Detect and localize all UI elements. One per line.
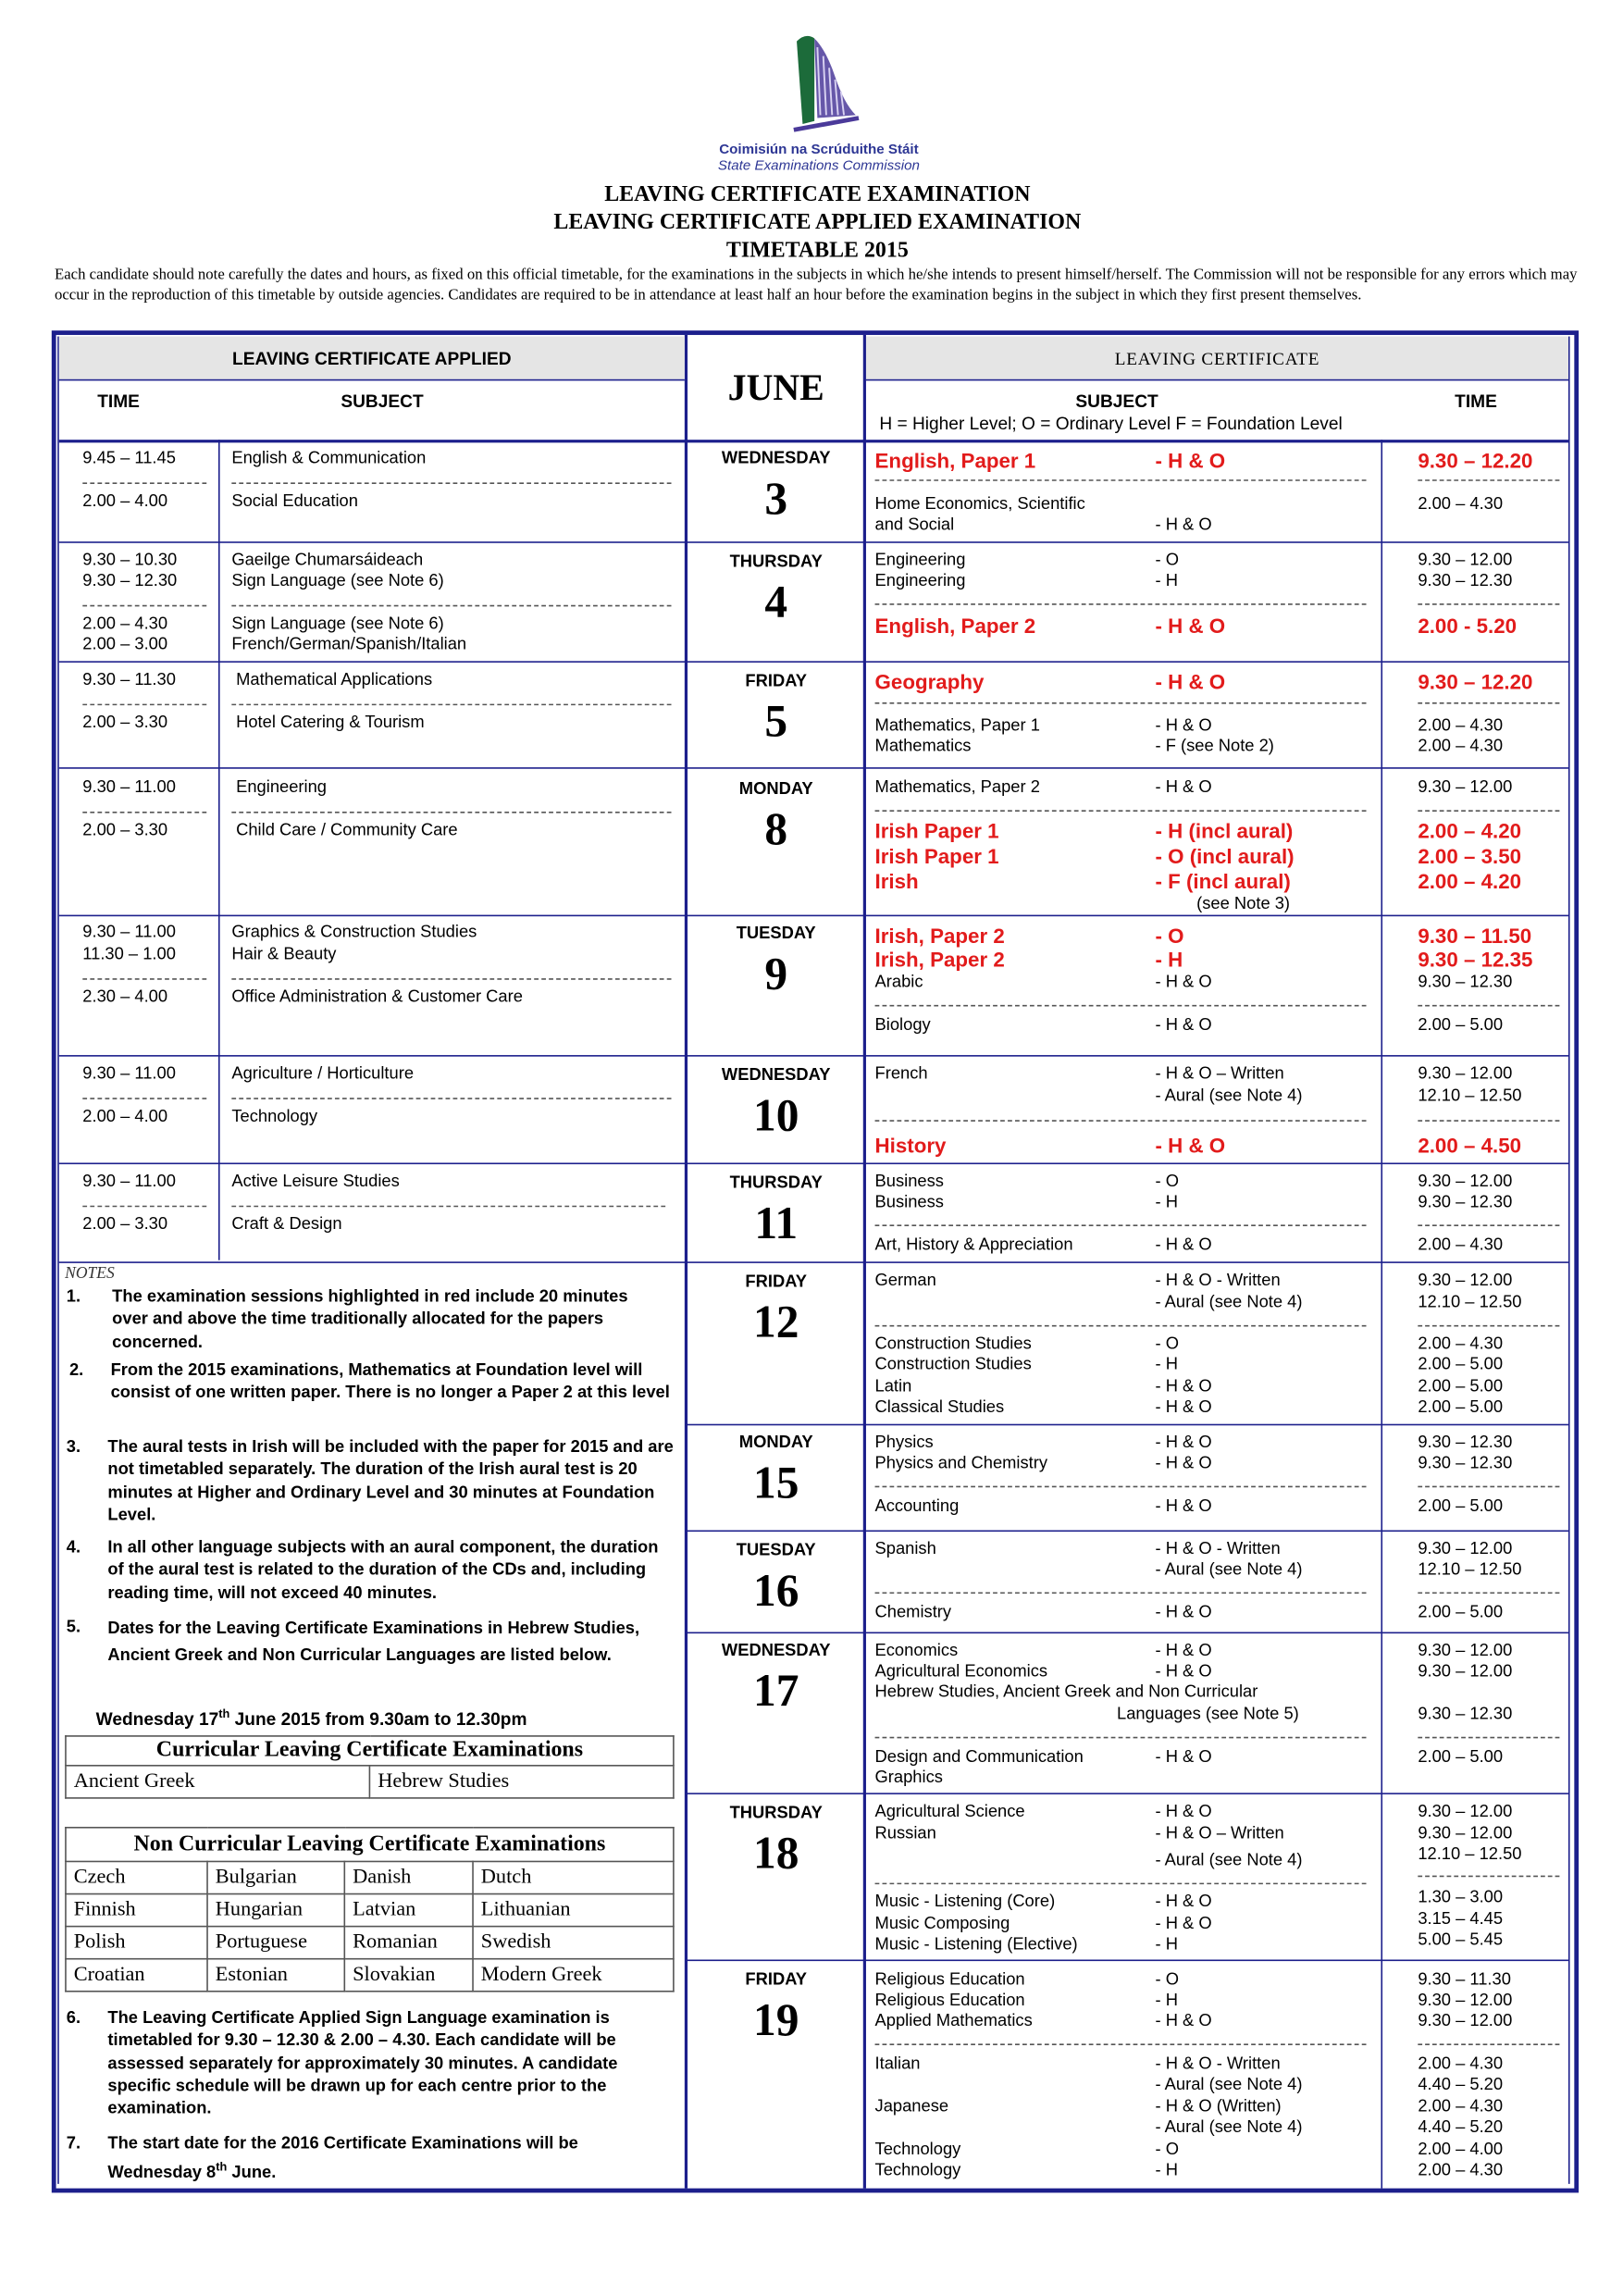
note-7-suffix: th bbox=[216, 2160, 228, 2175]
lc-level: - H bbox=[1155, 1356, 1178, 1374]
day-name: FRIDAY bbox=[745, 1273, 807, 1292]
lc-level: - H bbox=[1155, 947, 1183, 972]
lc-subject: Geography bbox=[874, 669, 985, 694]
lca-time: 9.30 – 12.30 bbox=[82, 572, 178, 590]
lc-subject: French bbox=[874, 1065, 928, 1084]
day-number: 15 bbox=[752, 1456, 799, 1508]
lc-subject: Technology bbox=[874, 2141, 961, 2159]
lc-level: - O bbox=[1155, 924, 1184, 948]
lca-subject: Graphics & Construction Studies bbox=[231, 924, 477, 942]
lc-subject: Mathematics bbox=[874, 738, 972, 756]
lc-level: - H & O bbox=[1155, 1663, 1212, 1682]
note-text bbox=[107, 2134, 675, 2186]
lc-time: 2.00 – 5.00 bbox=[1418, 1378, 1504, 1396]
lc-time: 9.30 – 12.00 bbox=[1418, 1173, 1513, 1191]
lc-time: 2.00 – 4.30 bbox=[1418, 2161, 1504, 2180]
lca-time: 9.30 – 10.30 bbox=[82, 552, 178, 570]
lc-time: 9.30 – 12.30 bbox=[1418, 1706, 1513, 1724]
lca-time: 2.00 – 4.00 bbox=[82, 1108, 168, 1126]
lc-level: - H & O - Written bbox=[1155, 1272, 1281, 1290]
lc-subject: Art, History & Appreciation bbox=[874, 1236, 1073, 1255]
lc-level: - H & O bbox=[1155, 2012, 1212, 2031]
lc-subject: and Social bbox=[874, 516, 955, 535]
language-cell: Croatian bbox=[66, 1959, 207, 1992]
lc-time: 2.00 – 4.20 bbox=[1418, 869, 1522, 893]
note-number: 7. bbox=[66, 2135, 81, 2153]
lc-subject: Home Economics, Scientific bbox=[874, 495, 1085, 514]
lc-subject: Business bbox=[874, 1193, 944, 1212]
lc-time: 9.30 – 12.30 bbox=[1418, 1455, 1513, 1473]
lc-time: 2.00 – 4.20 bbox=[1418, 818, 1522, 843]
lc-time: 3.15 – 4.45 bbox=[1418, 1910, 1504, 1930]
lc-level: - O bbox=[1155, 2141, 1179, 2159]
lc-level: - H & O - Written bbox=[1155, 2055, 1281, 2074]
lc-time: 12.10 – 12.50 bbox=[1418, 1560, 1522, 1580]
curricular-table bbox=[65, 1735, 675, 1799]
lc-subject: Arabic bbox=[874, 974, 923, 992]
lc-level: - H & O bbox=[1155, 1803, 1212, 1821]
lc-time: 2.00 – 5.00 bbox=[1418, 1016, 1504, 1035]
lc-time: 9.30 – 12.00 bbox=[1418, 1272, 1513, 1290]
lc-time: 5.00 – 5.45 bbox=[1418, 1931, 1504, 1950]
note-text: The Leaving Certificate Applied Sign Language examination is timetabled for 9.30 – 12.30 & 2.00 – 4.30. Each candidate will be assessed separately for approximately 30 minutes. A candidate specific schedule will be drawn up for each centre prior to the examination. bbox=[107, 2009, 618, 2118]
lc-time: 2.00 – 3.50 bbox=[1418, 844, 1522, 868]
lc-time: 9.30 – 12.30 bbox=[1418, 1433, 1513, 1452]
day-number: 4 bbox=[764, 575, 788, 627]
month-label: JUNE bbox=[727, 368, 824, 409]
lc-subject: Irish Paper 1 bbox=[874, 818, 999, 843]
level-key: H = Higher Level; O = Ordinary Level F = Foundation Level bbox=[879, 413, 1343, 434]
day-number: 17 bbox=[752, 1664, 799, 1717]
lc-level: - H & O bbox=[1155, 1642, 1212, 1660]
lc-time: 9.30 – 12.00 bbox=[1418, 1065, 1513, 1084]
lc-subject: Applied Mathematics bbox=[874, 2012, 1033, 2031]
title-1: LEAVING CERTIFICATE EXAMINATION bbox=[604, 182, 1031, 207]
lca-subject: Engineering bbox=[236, 778, 328, 798]
logo-line-1: Coimisiún na Scrúduithe Stáit bbox=[719, 142, 919, 158]
day-number: 5 bbox=[764, 695, 788, 747]
lca-time: 2.00 – 3.30 bbox=[82, 714, 168, 732]
lc-time: 9.30 – 12.00 bbox=[1418, 1663, 1513, 1682]
lc-subject: English, Paper 2 bbox=[874, 614, 1036, 638]
day-name: MONDAY bbox=[738, 780, 813, 799]
lc-level: - F (see Note 2) bbox=[1155, 738, 1274, 756]
lc-subject: Engineering bbox=[874, 572, 966, 590]
lc-subject: Agricultural Economics bbox=[874, 1663, 1048, 1682]
note-text: From the 2015 examinations, Mathematics at Foundation level will consist of one written paper. There is no longer a Paper 2 at this level bbox=[110, 1361, 670, 1403]
lc-level: - H bbox=[1155, 2161, 1178, 2180]
lca-subject: Gaeilge Chumarsáideach bbox=[231, 552, 424, 570]
lc-time: 2.00 – 4.30 bbox=[1418, 2098, 1504, 2116]
lc-time: 9.30 – 12.00 bbox=[1418, 552, 1513, 570]
date-suffix: th bbox=[218, 1706, 230, 1721]
lc-time: 2.00 – 4.50 bbox=[1418, 1133, 1522, 1158]
lca-time: 9.45 – 11.45 bbox=[82, 450, 176, 468]
note-7-line-2: Wednesday 8 bbox=[107, 2165, 217, 2183]
lc-subject: Music - Listening (Elective) bbox=[874, 1935, 1078, 1955]
lc-level: - H & O bbox=[1155, 778, 1212, 798]
title-3: TIMETABLE 2015 bbox=[725, 239, 909, 263]
lc-level: - Aural (see Note 4) bbox=[1155, 1087, 1303, 1106]
language-cell: Lithuanian bbox=[473, 1894, 674, 1927]
lc-subject: Biology bbox=[874, 1016, 931, 1035]
noncurricular-table bbox=[65, 1827, 675, 1992]
lc-subject: Music - Listening (Core) bbox=[874, 1893, 1056, 1911]
date-text-rest: June 2015 from 9.30am to 12.30pm bbox=[229, 1708, 527, 1730]
lca-time: 2.00 – 4.30 bbox=[82, 614, 168, 634]
language-cell: Romanian bbox=[344, 1927, 473, 1959]
curricular-title: Curricular Leaving Certificate Examinations bbox=[66, 1736, 674, 1766]
lc-subject: Graphics bbox=[874, 1769, 943, 1787]
lc-time: 12.10 – 12.50 bbox=[1418, 1294, 1522, 1312]
lc-time: 12.10 – 12.50 bbox=[1418, 1845, 1522, 1864]
lca-time: 9.30 – 11.00 bbox=[82, 778, 176, 798]
lc-time: 2.00 – 5.00 bbox=[1418, 1497, 1504, 1516]
lca-subject: Hair & Beauty bbox=[231, 946, 337, 964]
lca-heading: LEAVING CERTIFICATE APPLIED bbox=[232, 348, 512, 369]
lca-time: 2.00 – 3.30 bbox=[82, 822, 168, 840]
lca-subject: French/German/Spanish/Italian bbox=[231, 636, 467, 654]
lc-time: 9.30 – 12.00 bbox=[1418, 1992, 1513, 2010]
harp-logo bbox=[782, 30, 871, 141]
note-number: 2. bbox=[68, 1361, 84, 1380]
note-number: 3. bbox=[66, 1438, 81, 1457]
day-number: 8 bbox=[764, 802, 788, 855]
lc-level: - Aural (see Note 4) bbox=[1155, 1294, 1303, 1312]
lc-subject: Hebrew Studies, Ancient Greek and Non Curricular bbox=[874, 1683, 1258, 1702]
lc-time: 2.00 – 4.30 bbox=[1418, 1335, 1504, 1354]
language-cell: Slovakian bbox=[344, 1959, 473, 1992]
lc-time: 4.40 – 5.20 bbox=[1418, 2076, 1504, 2094]
lc-time: 9.30 – 12.35 bbox=[1418, 947, 1533, 972]
language-cell: Estonian bbox=[207, 1959, 344, 1992]
lc-level: - H & O bbox=[1155, 1915, 1212, 1933]
lca-subject: Child Care / Community Care bbox=[236, 822, 458, 840]
lca-time: 2.00 – 4.00 bbox=[82, 492, 168, 511]
day-name: WEDNESDAY bbox=[721, 450, 831, 468]
lc-subject: History bbox=[874, 1133, 947, 1158]
note-text: Dates for the Leaving Certificate Examinations in Hebrew Studies, Ancient Greek and Non Curricular Languages are listed below. bbox=[107, 1620, 640, 1664]
lc-subject-header: SUBJECT bbox=[1075, 391, 1158, 412]
lc-time: 2.00 - 5.20 bbox=[1418, 614, 1518, 638]
lc-time: 9.30 – 12.00 bbox=[1418, 778, 1513, 798]
lca-subject: Sign Language (see Note 6) bbox=[231, 614, 444, 634]
lc-level: - H & O bbox=[1155, 1236, 1212, 1255]
day-name: THURSDAY bbox=[729, 1805, 823, 1823]
lc-level: - F (incl aural) bbox=[1155, 869, 1291, 893]
language-cell: Hungarian bbox=[207, 1894, 344, 1927]
lc-subject: Japanese bbox=[874, 2098, 949, 2116]
lca-subject: Office Administration & Customer Care bbox=[231, 988, 523, 1007]
lc-level: - H & O bbox=[1155, 614, 1226, 638]
lc-subject: Irish, Paper 2 bbox=[874, 924, 1005, 948]
lca-subject: Mathematical Applications bbox=[236, 671, 433, 689]
day-number: 16 bbox=[752, 1564, 799, 1616]
lc-level: - H & O – Written bbox=[1155, 1825, 1284, 1843]
lc-level: - H & O bbox=[1155, 1455, 1212, 1473]
day-number: 19 bbox=[752, 1993, 799, 2045]
lc-time: 2.00 – 4.30 bbox=[1418, 716, 1504, 736]
lc-note-ref: (see Note 3) bbox=[1196, 895, 1291, 913]
day-name: WEDNESDAY bbox=[721, 1642, 831, 1660]
lc-time: 2.00 – 5.00 bbox=[1418, 1398, 1504, 1417]
lc-subject: Music Composing bbox=[874, 1915, 1010, 1933]
lc-time: 2.00 – 4.30 bbox=[1418, 1236, 1504, 1255]
lc-level: - H & O bbox=[1155, 1497, 1212, 1516]
lca-subject: Hotel Catering & Tourism bbox=[236, 714, 425, 732]
note-text: The aural tests in Irish will be included with the paper for 2015 and are not timetabled separately. The duration of the Irish aural test is 20 minutes at Higher and Ordinary Level and 30 minutes at Foundation Level. bbox=[107, 1438, 674, 1524]
lc-level: - Aural (see Note 4) bbox=[1155, 1852, 1303, 1870]
day-number: 3 bbox=[764, 472, 788, 525]
lc-subject: Construction Studies bbox=[874, 1356, 1032, 1374]
lca-subject: Sign Language (see Note 6) bbox=[231, 572, 444, 590]
intro-paragraph: Each candidate should note carefully the dates and hours, as fixed on this official timetable, for the examinations in the subjects in which he/she intends to present himself/herself. The Commission will not be responsible for any errors which may occur in the reproduction of this timetable by outside agencies. Candidates are required to be in attendance at least half an hour before the examination begins in the subject in which they first present themselves. bbox=[54, 267, 1578, 305]
lca-time: 2.30 – 4.00 bbox=[82, 988, 168, 1007]
lc-subject: Design and Communication bbox=[874, 1748, 1084, 1767]
lc-subject: Chemistry bbox=[874, 1604, 952, 1622]
day-number: 12 bbox=[752, 1295, 799, 1347]
lc-time: 2.00 – 4.00 bbox=[1418, 2141, 1504, 2159]
lc-subject: Russian bbox=[874, 1825, 936, 1843]
note-text: The examination sessions highlighted in red include 20 minutes over and above the time traditionally allocated for the papers concerned. bbox=[112, 1287, 628, 1351]
language-cell: Finnish bbox=[66, 1894, 207, 1927]
lc-level: - H & O bbox=[1155, 1398, 1212, 1417]
lc-subject: Classical Studies bbox=[874, 1398, 1005, 1417]
lca-time: 9.30 – 11.30 bbox=[82, 671, 176, 689]
lc-level: - H & O bbox=[1155, 516, 1212, 535]
lc-subject: Irish, Paper 2 bbox=[874, 947, 1005, 972]
curricular-item: Hebrew Studies bbox=[369, 1766, 673, 1798]
lc-level: - H & O – Written bbox=[1155, 1065, 1284, 1084]
logo-line-2: State Examinations Commission bbox=[717, 157, 920, 175]
lc-subject: Physics bbox=[874, 1433, 934, 1452]
note-text: In all other language subjects with an aural component, the duration of the aural test is related to the duration of the CDs and, including reading time, will not exceed 40 minutes. bbox=[107, 1539, 659, 1602]
lc-time: 12.10 – 12.50 bbox=[1418, 1087, 1522, 1106]
lc-level: - H & O (Written) bbox=[1155, 2098, 1282, 2116]
lc-level: - O bbox=[1155, 1173, 1179, 1191]
lc-subject: Mathematics, Paper 1 bbox=[874, 716, 1040, 736]
lc-level: - Aural (see Note 4) bbox=[1155, 2076, 1303, 2094]
language-cell: Czech bbox=[66, 1861, 207, 1893]
lc-time: 9.30 – 12.00 bbox=[1418, 1825, 1513, 1843]
lc-level: - H & O bbox=[1155, 1016, 1212, 1035]
lc-level: - H (incl aural) bbox=[1155, 818, 1294, 843]
lc-level: - O bbox=[1155, 1335, 1179, 1354]
lc-level: - H & O bbox=[1155, 1604, 1212, 1622]
lc-time: 9.30 – 12.20 bbox=[1418, 669, 1533, 694]
lc-subject: Agricultural Science bbox=[874, 1803, 1025, 1821]
lc-level: - O bbox=[1155, 552, 1179, 570]
lc-subject: Religious Education bbox=[874, 1971, 1025, 1990]
lc-subject: German bbox=[874, 1272, 936, 1290]
notes-heading: NOTES bbox=[65, 1264, 115, 1283]
lc-level: - H bbox=[1155, 1193, 1178, 1212]
lc-subject: Latin bbox=[874, 1378, 912, 1396]
lc-subject: Spanish bbox=[874, 1540, 936, 1558]
language-cell: Latvian bbox=[344, 1894, 473, 1927]
lca-time: 9.30 – 11.00 bbox=[82, 924, 176, 942]
day-name: FRIDAY bbox=[745, 1971, 807, 1990]
day-name: THURSDAY bbox=[729, 552, 823, 572]
lca-subject: Social Education bbox=[231, 492, 358, 511]
lca-subject: Agriculture / Horticulture bbox=[231, 1065, 415, 1084]
note-number: 4. bbox=[66, 1539, 81, 1558]
lc-time-header: TIME bbox=[1455, 391, 1497, 412]
lc-subject: Italian bbox=[874, 2055, 921, 2074]
language-cell: Portuguese bbox=[207, 1927, 344, 1959]
lc-level: - H & O bbox=[1155, 1378, 1212, 1396]
lc-subject: Engineering bbox=[874, 552, 966, 570]
day-name: TUESDAY bbox=[736, 1542, 816, 1560]
lc-time: 2.00 – 4.30 bbox=[1418, 738, 1504, 756]
lca-time-header: TIME bbox=[97, 391, 140, 412]
lc-level: - H bbox=[1155, 572, 1178, 590]
lc-time: 2.00 – 4.30 bbox=[1418, 495, 1504, 514]
lc-subject: Mathematics, Paper 2 bbox=[874, 778, 1040, 798]
day-name: TUESDAY bbox=[736, 925, 816, 943]
note-7-line-1: The start date for the 2016 Certificate Examinations will be bbox=[107, 2135, 578, 2153]
lc-level: - H & O bbox=[1155, 448, 1226, 473]
lc-level: - H & O bbox=[1155, 1133, 1226, 1158]
day-name: WEDNESDAY bbox=[721, 1066, 831, 1085]
lc-time: 9.30 – 11.30 bbox=[1418, 1971, 1511, 1990]
language-cell: Swedish bbox=[473, 1927, 674, 1959]
lc-subject: Irish Paper 1 bbox=[874, 844, 999, 868]
lc-subject: Irish bbox=[874, 869, 919, 893]
lca-time: 2.00 – 3.00 bbox=[82, 636, 168, 654]
lc-subject: Accounting bbox=[874, 1497, 960, 1516]
lc-time: 9.30 – 12.30 bbox=[1418, 1193, 1513, 1212]
language-cell: Polish bbox=[66, 1927, 207, 1959]
day-name: THURSDAY bbox=[729, 1174, 823, 1193]
lc-time: 9.30 – 12.30 bbox=[1418, 974, 1513, 992]
language-cell: Danish bbox=[344, 1861, 473, 1893]
lca-time: 9.30 – 11.00 bbox=[82, 1065, 176, 1084]
lc-time: 9.30 – 12.00 bbox=[1418, 1803, 1513, 1821]
lca-time: 2.00 – 3.30 bbox=[82, 1215, 168, 1235]
lc-level: - H bbox=[1155, 1992, 1178, 2010]
lc-time: 9.30 – 11.50 bbox=[1418, 924, 1532, 948]
lc-level: - H & O bbox=[1155, 974, 1212, 992]
day-number: 9 bbox=[764, 947, 788, 999]
language-cell: Dutch bbox=[473, 1861, 674, 1893]
lca-time: 9.30 – 11.00 bbox=[82, 1173, 176, 1191]
lc-time: 1.30 – 3.00 bbox=[1418, 1888, 1504, 1907]
day-name: MONDAY bbox=[738, 1433, 813, 1452]
lc-level: - Aural (see Note 4) bbox=[1155, 2118, 1303, 2137]
lc-level: Languages (see Note 5) bbox=[1117, 1706, 1299, 1724]
lc-subject: English, Paper 1 bbox=[874, 448, 1036, 473]
lc-subject: Physics and Chemistry bbox=[874, 1455, 1048, 1473]
lca-subject-header: SUBJECT bbox=[341, 391, 424, 412]
day-name: FRIDAY bbox=[745, 673, 807, 691]
lc-level: - H & O bbox=[1155, 1433, 1212, 1452]
lc-subject: Religious Education bbox=[874, 1992, 1025, 2010]
language-cell: Bulgarian bbox=[207, 1861, 344, 1893]
lc-heading: LEAVING CERTIFICATE bbox=[1114, 348, 1320, 369]
lc-subject: Technology bbox=[874, 2161, 961, 2180]
lc-level: - H & O bbox=[1155, 716, 1212, 736]
lc-level: - H & O bbox=[1155, 669, 1226, 694]
lc-level: - Aural (see Note 4) bbox=[1155, 1560, 1303, 1580]
lca-subject: Technology bbox=[231, 1108, 318, 1126]
lc-subject: Business bbox=[874, 1173, 944, 1191]
lc-subject: Economics bbox=[874, 1642, 959, 1660]
special-exam-date bbox=[96, 1707, 527, 1730]
lc-time: 2.00 – 5.00 bbox=[1418, 1748, 1504, 1767]
lc-subject: Construction Studies bbox=[874, 1335, 1032, 1354]
curricular-item: Ancient Greek bbox=[66, 1766, 369, 1798]
day-number: 11 bbox=[754, 1197, 799, 1248]
note-number: 1. bbox=[66, 1287, 81, 1307]
note-number: 6. bbox=[66, 2009, 81, 2028]
lc-level: - O bbox=[1155, 1971, 1179, 1990]
lc-level: - H & O bbox=[1155, 1748, 1212, 1767]
date-text: Wednesday 17 bbox=[95, 1708, 219, 1730]
lca-subject: Craft & Design bbox=[231, 1215, 342, 1235]
lc-time: 9.30 – 12.30 bbox=[1418, 572, 1513, 590]
lc-time: 2.00 – 4.30 bbox=[1418, 2055, 1504, 2074]
lc-level: - H & O bbox=[1155, 1893, 1212, 1911]
language-cell: Modern Greek bbox=[473, 1959, 674, 1992]
lc-level: - H bbox=[1155, 1935, 1178, 1955]
lc-time: 9.30 – 12.00 bbox=[1418, 1540, 1513, 1558]
lc-time: 9.30 – 12.00 bbox=[1418, 1642, 1513, 1660]
lc-level: - H & O - Written bbox=[1155, 1540, 1281, 1558]
lc-time: 9.30 – 12.20 bbox=[1418, 448, 1533, 473]
lca-subject: English & Communication bbox=[231, 450, 427, 468]
day-number: 10 bbox=[752, 1088, 799, 1141]
noncurricular-title: Non Curricular Leaving Certificate Examinations bbox=[66, 1828, 674, 1862]
lc-level: - O (incl aural) bbox=[1155, 844, 1295, 868]
note-number: 5. bbox=[66, 1619, 81, 1637]
lc-time: 9.30 – 12.00 bbox=[1418, 2012, 1513, 2031]
lca-subject: Active Leisure Studies bbox=[231, 1173, 400, 1191]
title-2: LEAVING CERTIFICATE APPLIED EXAMINATION bbox=[553, 211, 1082, 235]
note-7-line-2-rest: June. bbox=[227, 2165, 277, 2183]
lca-time: 11.30 – 1.00 bbox=[82, 946, 176, 964]
day-number: 18 bbox=[752, 1826, 799, 1879]
lc-time: 4.40 – 5.20 bbox=[1418, 2118, 1504, 2137]
lc-time: 2.00 – 5.00 bbox=[1418, 1356, 1504, 1374]
lc-time: 2.00 – 5.00 bbox=[1418, 1604, 1504, 1622]
